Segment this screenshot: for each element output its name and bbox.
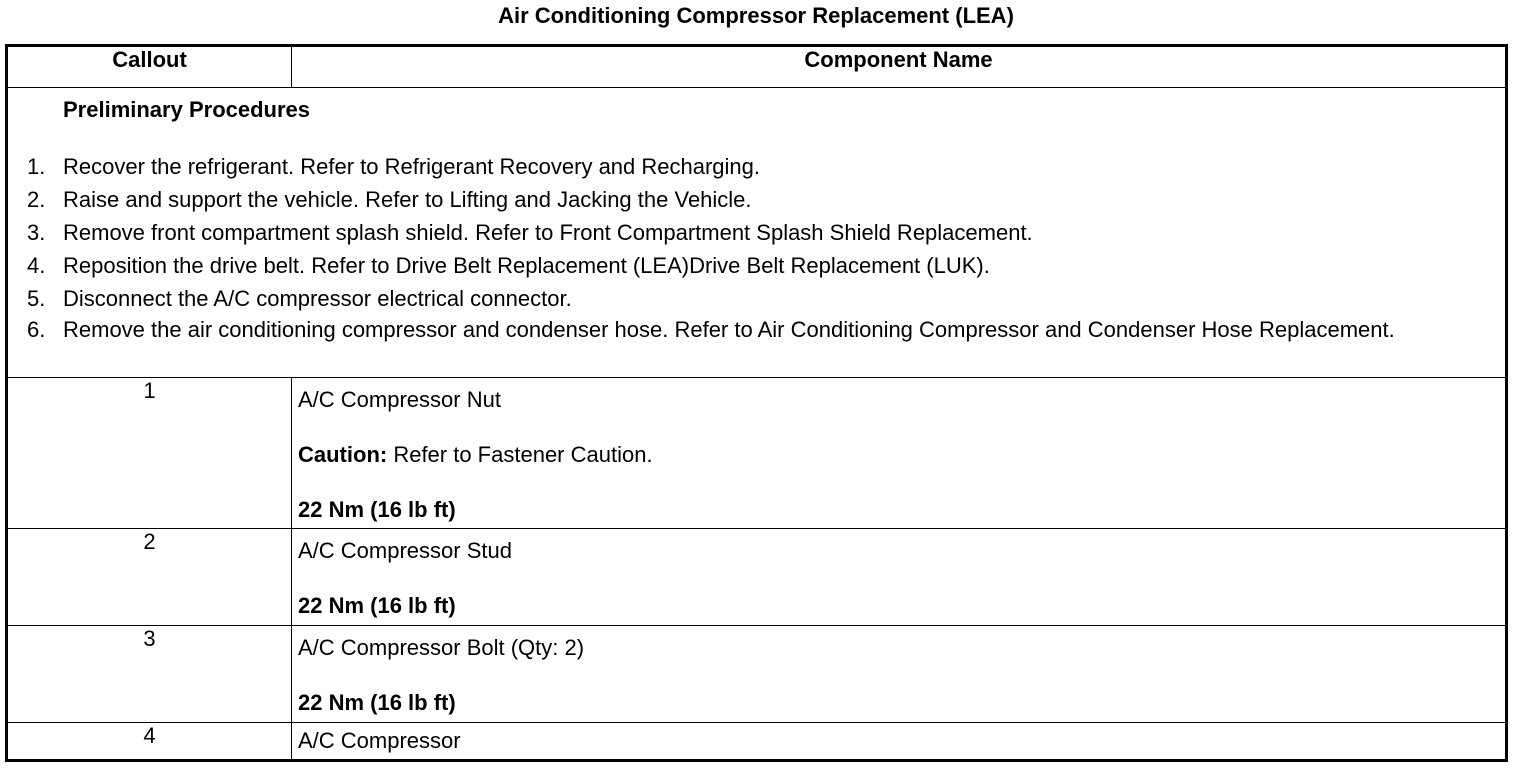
table-header-row — [7, 46, 1507, 88]
callout-number: 1 — [7, 378, 292, 529]
step-number: 2. — [27, 187, 46, 212]
preliminary-heading: Preliminary Procedures — [63, 97, 311, 122]
table-row — [7, 723, 1507, 761]
component-name: A/C Compressor Stud — [298, 538, 512, 563]
component-cell — [292, 723, 1507, 761]
callout-number: 4 — [7, 723, 292, 761]
table-row — [7, 626, 1507, 723]
step-text: Reposition the drive belt. Refer to Drive Belt Replacement (LEA)Drive Belt Replacement (LUK). — [63, 253, 990, 278]
step-number: 1. — [27, 154, 46, 179]
torque-spec: 22 Nm (16 lb ft) — [298, 593, 456, 618]
component-name: A/C Compressor — [298, 728, 461, 753]
step-number: 4. — [27, 253, 46, 278]
step-number: 6. — [27, 317, 46, 342]
callout-number: 3 — [7, 626, 292, 723]
component-cell — [292, 626, 1507, 723]
torque-spec: 22 Nm (16 lb ft) — [298, 690, 456, 715]
step-item — [8, 150, 1428, 183]
callout-number: 2 — [7, 529, 292, 626]
preliminary-steps — [8, 150, 1428, 345]
component-cell — [292, 529, 1507, 626]
table-row — [7, 529, 1507, 626]
component-cell — [292, 378, 1507, 529]
document-title: Air Conditioning Compressor Replacement (LEA) — [498, 3, 1014, 28]
step-text: Disconnect the A/C compressor electrical connector. — [63, 286, 572, 311]
step-item — [8, 183, 1428, 216]
component-name: A/C Compressor Bolt (Qty: 2) — [298, 635, 585, 660]
step-number: 3. — [27, 220, 46, 245]
caution-text: Refer to Fastener Caution. — [387, 442, 653, 467]
step-text: Recover the refrigerant. Refer to Refrigerant Recovery and Recharging. — [63, 154, 761, 179]
step-text: Remove the air conditioning compressor and condenser hose. Refer to Air Conditioning Compressor and Condenser Hose Replacement. — [63, 317, 1395, 342]
step-item — [8, 249, 1428, 282]
step-item — [8, 315, 1428, 345]
step-item — [8, 282, 1428, 315]
header-callout: Callout — [7, 46, 292, 88]
torque-spec: 22 Nm (16 lb ft) — [298, 497, 456, 522]
step-text: Remove front compartment splash shield. Refer to Front Compartment Splash Shield Replacement. — [63, 220, 1033, 245]
procedure-table — [5, 44, 1508, 762]
step-text: Raise and support the vehicle. Refer to Lifting and Jacking the Vehicle. — [63, 187, 752, 212]
caution-note — [298, 442, 653, 468]
preliminary-row — [7, 88, 1507, 378]
table-row — [7, 378, 1507, 529]
preliminary-cell — [7, 88, 1507, 378]
header-component-name: Component Name — [292, 46, 1507, 88]
step-item — [8, 216, 1428, 249]
component-name: A/C Compressor Nut — [298, 387, 501, 412]
caution-label: Caution: — [298, 442, 388, 467]
step-number: 5. — [27, 286, 46, 311]
